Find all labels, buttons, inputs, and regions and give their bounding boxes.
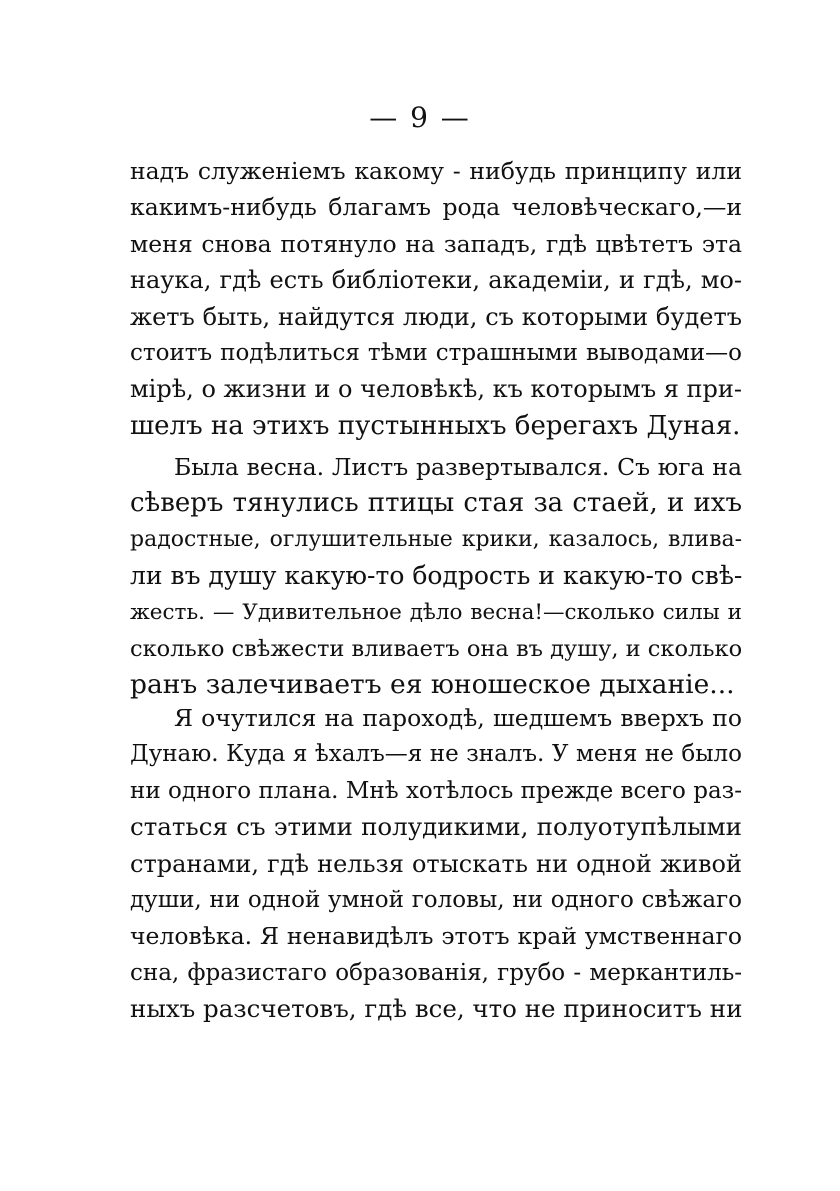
paragraph-2 bbox=[130, 449, 742, 704]
text-line: сна, фразистаго образованія, грубо - меркантиль- bbox=[130, 959, 742, 986]
text-line: жесть. — Удивительное дѣло весна!—сколько силы и bbox=[130, 599, 742, 625]
text-line: Я очутился на пароходѣ, шедшемъ вверхъ по bbox=[174, 704, 742, 732]
text-line: ныхъ разсчетовъ, гдѣ все, что не приноситъ ни bbox=[130, 994, 742, 1024]
text-line: меня снова потянуло на западъ, гдѣ цвѣтетъ эта bbox=[130, 229, 742, 258]
text-line: надъ служеніемъ какому - нибудь принципу или bbox=[130, 157, 742, 185]
text-line: шелъ на этихъ пустынныхъ берегахъ Дуная. bbox=[130, 410, 741, 441]
text-line: какимъ-нибудь благамъ рода человѣческаго,—и bbox=[130, 193, 742, 222]
text-line: ли въ душу какую-то бодрость и какую-то свѣ- bbox=[130, 561, 742, 591]
text-line: странами, гдѣ нельзя отыскать ни одной живой bbox=[130, 849, 742, 878]
text-line: радостные, оглушительные крики, казалось, влива- bbox=[130, 526, 742, 552]
text-line: души, ни одной умной головы, ни одного свѣжаго bbox=[130, 886, 742, 913]
text-line: наука, гдѣ есть библіотеки, академіи, и гдѣ, мо- bbox=[130, 266, 742, 295]
text-line: ни одного плана. Мнѣ хотѣлось прежде всего раз- bbox=[130, 777, 742, 804]
text-line: Дунаю. Куда я ѣхалъ—я не зналъ. У меня не было bbox=[130, 741, 742, 768]
text-line: сколько свѣжести вливаетъ она въ душу, и сколько bbox=[130, 635, 742, 662]
text-line: мірѣ, о жизни и о человѣкѣ, къ которымъ я при- bbox=[130, 375, 742, 404]
text-line: стоитъ подѣлиться тѣми страшными выводами—о bbox=[130, 339, 742, 366]
text-line: ранъ залечиваетъ ея юношеское дыханіе... bbox=[130, 669, 735, 701]
text-line: человѣка. Я ненавидѣлъ этотъ край умственнаго bbox=[130, 922, 742, 951]
page-number: — 9 — bbox=[369, 101, 471, 134]
paragraph-1 bbox=[130, 153, 742, 444]
text-line: жетъ быть, найдутся люди, съ которыми будетъ bbox=[130, 302, 742, 331]
paragraph-3 bbox=[130, 700, 742, 1028]
text-line: статься съ этими полудикими, полуотупѣлыми bbox=[130, 812, 742, 842]
text-line: Была весна. Листъ развертывался. Съ юга на bbox=[174, 453, 742, 481]
text-line: сѣверъ тянулись птицы стая за стаей, и ихъ bbox=[130, 488, 742, 519]
